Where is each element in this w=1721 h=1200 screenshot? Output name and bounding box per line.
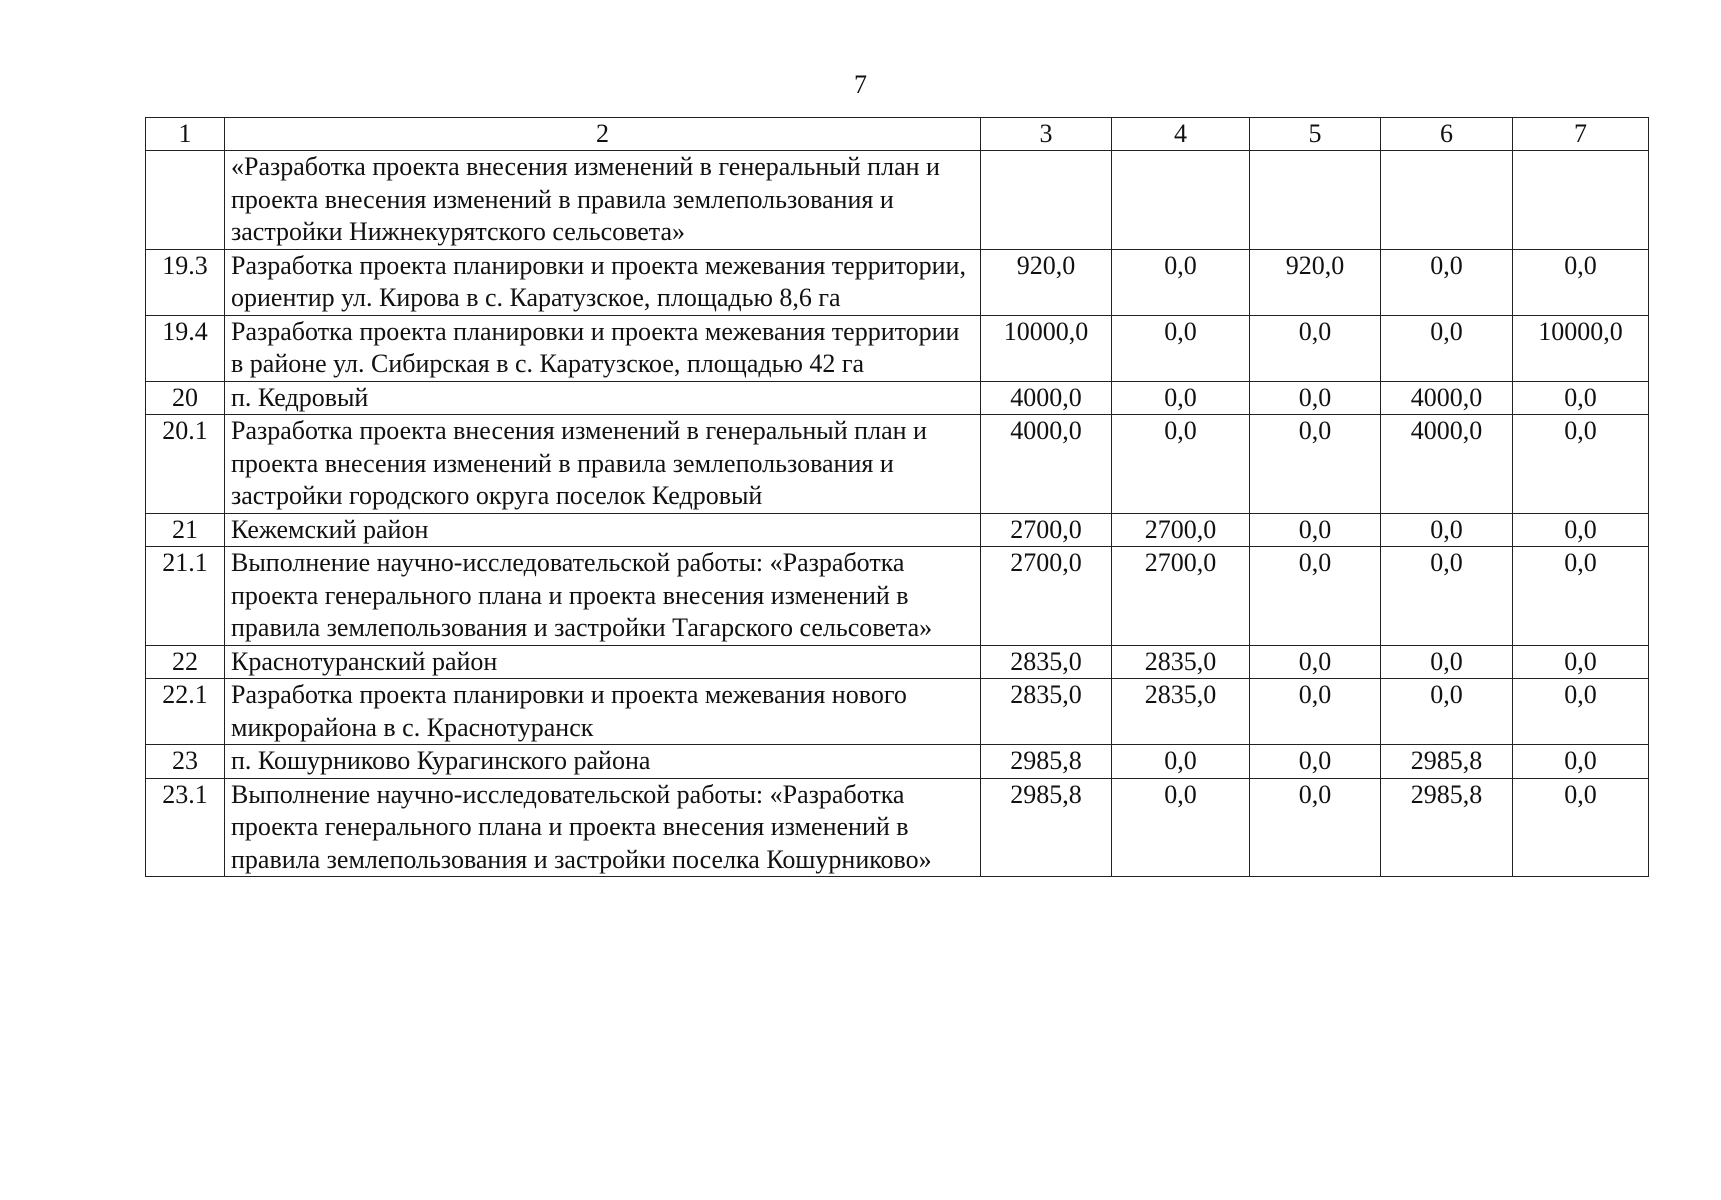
cell-col3: 4000,0 bbox=[981, 415, 1112, 514]
cell-col3: 2835,0 bbox=[981, 645, 1112, 679]
cell-col6: 0,0 bbox=[1381, 547, 1513, 646]
table-header-row bbox=[146, 118, 1649, 151]
cell-col5: 0,0 bbox=[1250, 415, 1381, 514]
row-number bbox=[146, 151, 225, 250]
row-description: Разработка проекта планировки и проекта межевания территории, ориентир ул. Кирова в с. Каратузское, площадью 8,6 га bbox=[225, 249, 981, 315]
table-row bbox=[146, 645, 1649, 679]
cell-col6: 0,0 bbox=[1381, 679, 1513, 745]
cell-col7: 0,0 bbox=[1513, 645, 1649, 679]
row-description: п. Кедровый bbox=[225, 381, 981, 415]
cell-col5: 0,0 bbox=[1250, 381, 1381, 415]
column-header: 1 bbox=[146, 118, 225, 151]
cell-col3: 2700,0 bbox=[981, 547, 1112, 646]
table-row bbox=[146, 315, 1649, 381]
cell-col6: 0,0 bbox=[1381, 645, 1513, 679]
row-number: 23.1 bbox=[146, 778, 225, 877]
cell-col7: 0,0 bbox=[1513, 745, 1649, 779]
cell-col5: 0,0 bbox=[1250, 513, 1381, 547]
page-number: 7 bbox=[854, 70, 867, 99]
row-number: 22 bbox=[146, 645, 225, 679]
row-description: Краснотуранский район bbox=[225, 645, 981, 679]
cell-col3 bbox=[981, 151, 1112, 250]
row-description: Разработка проекта внесения изменений в генеральный план и проекта внесения изменений в правила землепользования и застройки городского округа поселок Кедровый bbox=[225, 415, 981, 514]
cell-col7: 0,0 bbox=[1513, 547, 1649, 646]
cell-col5: 0,0 bbox=[1250, 645, 1381, 679]
column-header: 5 bbox=[1250, 118, 1381, 151]
cell-col6: 0,0 bbox=[1381, 249, 1513, 315]
table-row bbox=[146, 249, 1649, 315]
table-row bbox=[146, 679, 1649, 745]
row-description: Разработка проекта планировки и проекта межевания нового микрорайона в с. Краснотуранск bbox=[225, 679, 981, 745]
row-description: Разработка проекта планировки и проекта межевания территории в районе ул. Сибирская в с. Каратузское, площадью 42 га bbox=[225, 315, 981, 381]
cell-col4: 2700,0 bbox=[1112, 513, 1250, 547]
cell-col3: 2985,8 bbox=[981, 745, 1112, 779]
cell-col4: 2835,0 bbox=[1112, 679, 1250, 745]
row-number: 21.1 bbox=[146, 547, 225, 646]
table-row bbox=[146, 381, 1649, 415]
cell-col4: 0,0 bbox=[1112, 249, 1250, 315]
cell-col4: 2835,0 bbox=[1112, 645, 1250, 679]
cell-col5: 0,0 bbox=[1250, 315, 1381, 381]
row-description: «Разработка проекта внесения изменений в генеральный план и проекта внесения изменений в правила землепользования и застройки Нижнекурятского сельсовета» bbox=[225, 151, 981, 250]
column-header: 6 bbox=[1381, 118, 1513, 151]
cell-col7: 0,0 bbox=[1513, 513, 1649, 547]
cell-col5: 0,0 bbox=[1250, 745, 1381, 779]
cell-col5: 0,0 bbox=[1250, 679, 1381, 745]
cell-col6 bbox=[1381, 151, 1513, 250]
table-row bbox=[146, 151, 1649, 250]
row-description: Выполнение научно-исследовательской работы: «Разработка проекта генерального плана и проекта внесения изменений в правила землепользования и застройки Тагарского сельсовета» bbox=[225, 547, 981, 646]
cell-col4: 0,0 bbox=[1112, 415, 1250, 514]
cell-col7: 0,0 bbox=[1513, 679, 1649, 745]
cell-col4: 2700,0 bbox=[1112, 547, 1250, 646]
column-header: 2 bbox=[225, 118, 981, 151]
cell-col7 bbox=[1513, 151, 1649, 250]
table-row bbox=[146, 513, 1649, 547]
column-header: 3 bbox=[981, 118, 1112, 151]
cell-col4: 0,0 bbox=[1112, 745, 1250, 779]
row-number: 19.3 bbox=[146, 249, 225, 315]
cell-col5: 0,0 bbox=[1250, 547, 1381, 646]
row-number: 21 bbox=[146, 513, 225, 547]
table-row bbox=[146, 778, 1649, 877]
cell-col7: 0,0 bbox=[1513, 381, 1649, 415]
cell-col3: 4000,0 bbox=[981, 381, 1112, 415]
cell-col4: 0,0 bbox=[1112, 778, 1250, 877]
row-number: 19.4 bbox=[146, 315, 225, 381]
cell-col4: 0,0 bbox=[1112, 315, 1250, 381]
cell-col3: 920,0 bbox=[981, 249, 1112, 315]
cell-col6: 0,0 bbox=[1381, 315, 1513, 381]
cell-col6: 4000,0 bbox=[1381, 381, 1513, 415]
row-number: 20 bbox=[146, 381, 225, 415]
cell-col3: 2835,0 bbox=[981, 679, 1112, 745]
cell-col6: 4000,0 bbox=[1381, 415, 1513, 514]
budget-table bbox=[145, 117, 1649, 877]
cell-col3: 2985,8 bbox=[981, 778, 1112, 877]
cell-col4: 0,0 bbox=[1112, 381, 1250, 415]
cell-col5 bbox=[1250, 151, 1381, 250]
row-number: 22.1 bbox=[146, 679, 225, 745]
cell-col6: 2985,8 bbox=[1381, 778, 1513, 877]
cell-col4 bbox=[1112, 151, 1250, 250]
cell-col3: 10000,0 bbox=[981, 315, 1112, 381]
cell-col6: 0,0 bbox=[1381, 513, 1513, 547]
cell-col5: 0,0 bbox=[1250, 778, 1381, 877]
row-number: 20.1 bbox=[146, 415, 225, 514]
row-description: п. Кошурниково Курагинского района bbox=[225, 745, 981, 779]
row-number: 23 bbox=[146, 745, 225, 779]
cell-col7: 0,0 bbox=[1513, 249, 1649, 315]
cell-col7: 0,0 bbox=[1513, 415, 1649, 514]
cell-col5: 920,0 bbox=[1250, 249, 1381, 315]
cell-col6: 2985,8 bbox=[1381, 745, 1513, 779]
table-row bbox=[146, 415, 1649, 514]
column-header: 7 bbox=[1513, 118, 1649, 151]
cell-col3: 2700,0 bbox=[981, 513, 1112, 547]
table-row bbox=[146, 745, 1649, 779]
cell-col7: 10000,0 bbox=[1513, 315, 1649, 381]
column-header: 4 bbox=[1112, 118, 1250, 151]
table-row bbox=[146, 547, 1649, 646]
row-description: Выполнение научно-исследовательской работы: «Разработка проекта генерального плана и проекта внесения изменений в правила землепользования и застройки поселка Кошурниково» bbox=[225, 778, 981, 877]
cell-col7: 0,0 bbox=[1513, 778, 1649, 877]
row-description: Кежемский район bbox=[225, 513, 981, 547]
